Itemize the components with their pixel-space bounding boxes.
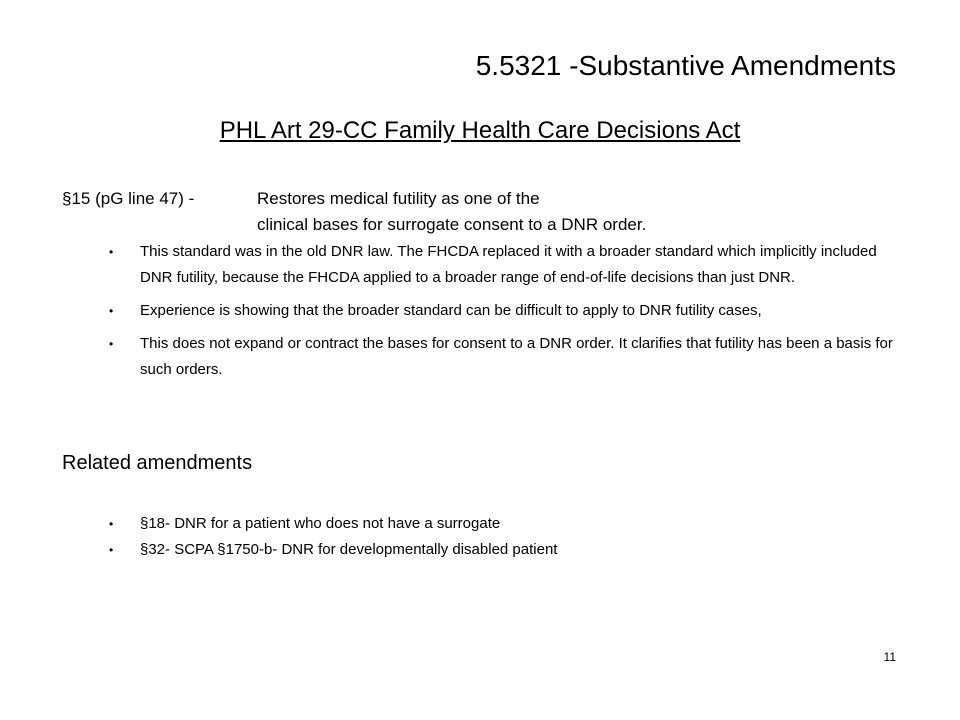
bullet-icon: • bbox=[109, 304, 114, 318]
bullet-item bbox=[107, 239, 897, 291]
bullet-item bbox=[107, 298, 897, 324]
bullet-text: This does not expand or contract the bases for consent to a DNR order. It clarifies that futility has been a basis for such orders. bbox=[140, 335, 893, 378]
bullet-item bbox=[107, 331, 897, 383]
slide-title: 5.5321 -Substantive Amendments bbox=[475, 50, 896, 81]
bullet-text: Experience is showing that the broader standard can be difficult to apply to DNR futility cases, bbox=[140, 302, 762, 319]
related-bullet-list bbox=[107, 511, 897, 563]
bullet-icon: • bbox=[109, 337, 114, 351]
related-item bbox=[107, 537, 897, 563]
section-description bbox=[257, 186, 817, 238]
section-description-line-2: clinical bases for surrogate consent to a DNR order. bbox=[257, 215, 647, 234]
bullet-text: This standard was in the old DNR law. The FHCDA replaced it with a broader standard which implicitly included DNR futility, because the FHCDA applied to a broader range of end-of-life decisions than just DNR. bbox=[140, 243, 877, 286]
section-description-line-1: Restores medical futility as one of the bbox=[257, 189, 540, 208]
bullet-icon: • bbox=[109, 517, 114, 531]
page-number: 11 bbox=[883, 650, 896, 664]
main-bullet-list bbox=[107, 239, 897, 390]
related-item-text: §32- SCPA §1750-b- DNR for developmentally disabled patient bbox=[140, 541, 558, 558]
bullet-icon: • bbox=[109, 245, 114, 259]
bullet-icon: • bbox=[109, 543, 114, 557]
slide-subtitle: PHL Art 29-CC Family Health Care Decisions Act bbox=[219, 117, 741, 144]
related-item bbox=[107, 511, 897, 537]
related-amendments-heading: Related amendments bbox=[62, 452, 253, 474]
related-item-text: §18- DNR for a patient who does not have a surrogate bbox=[140, 515, 501, 532]
section-reference: §15 (pG line 47) - bbox=[62, 189, 195, 208]
